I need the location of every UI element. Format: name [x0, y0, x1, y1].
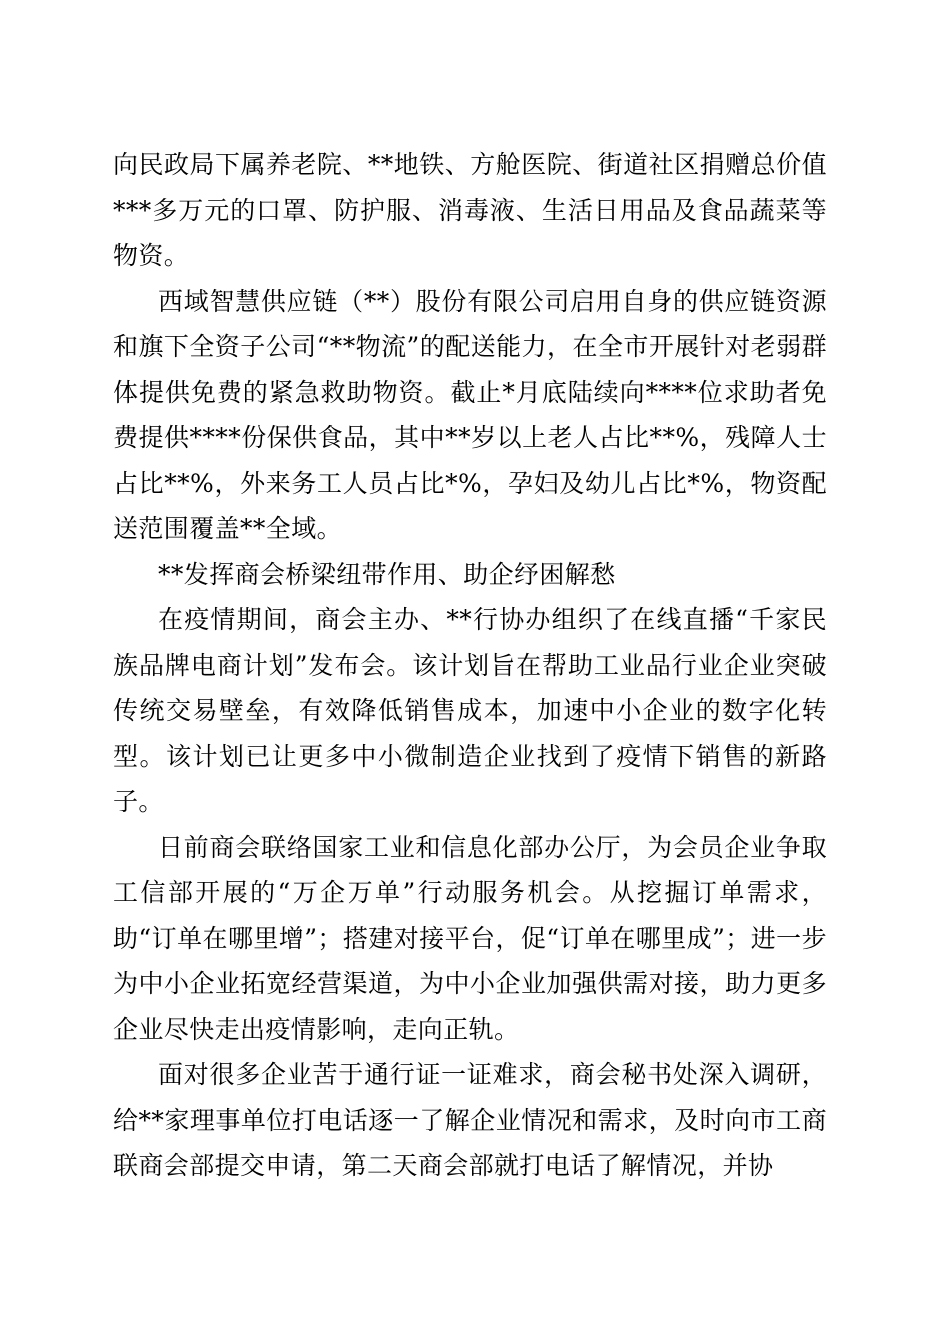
paragraph-pass-application: 面对很多企业苦于通行证一证难求，商会秘书处深入调研，给**家理事单位打电话逐一了解企业情况和需求，及时向市工商联商会部提交申请，第二天商会部就打电话了解情况，并协 — [113, 1060, 827, 1180]
document-page — [113, 142, 827, 1189]
paragraph-continued-donations: 向民政局下属养老院、**地铁、方舱医院、街道社区捐赠总价值***多万元的口罩、防护服、消毒液、生活日用品及食品蔬菜等物资。 — [113, 150, 827, 270]
paragraph-livestream-plan: 在疫情期间，商会主办、**行协办组织了在线直播“千家民族品牌电商计划”发布会。该计划旨在帮助工业品行业企业突破传统交易壁垒，有效降低销售成本，加速中小企业的数字化转型。该计划已让更多中小微制造企业找到了疫情下销售的新路子。 — [113, 605, 827, 816]
section-heading-chamber-role: **发挥商会桥梁纽带作用、助企纾困解愁 — [158, 559, 616, 589]
paragraph-orders-action: 日前商会联络国家工业和信息化部办公厅，为会员企业争取工信部开展的“万企万单”行动服务机会。从挖掘订单需求，助“订单在哪里增”；搭建对接平台，促“订单在哪里成”；进一步为中小企业拓宽经营渠道，为中小企业加强供需对接，助力更多企业尽快走出疫情影响，走向正轨。 — [113, 832, 827, 1044]
paragraph-supply-chain-relief: 西域智慧供应链（**）股份有限公司启用自身的供应链资源和旗下全资子公司“**物流”的配送能力，在全市开展针对老弱群体提供免费的紧急救助物资。截止*月底陆续向****位求助者免费提供****份保供食品，其中**岁以上老人占比**%，残障人士占比**%，外来务工人员占比*%，孕妇及幼儿占比*%，物资配送范围覆盖**全域。 — [113, 286, 827, 543]
